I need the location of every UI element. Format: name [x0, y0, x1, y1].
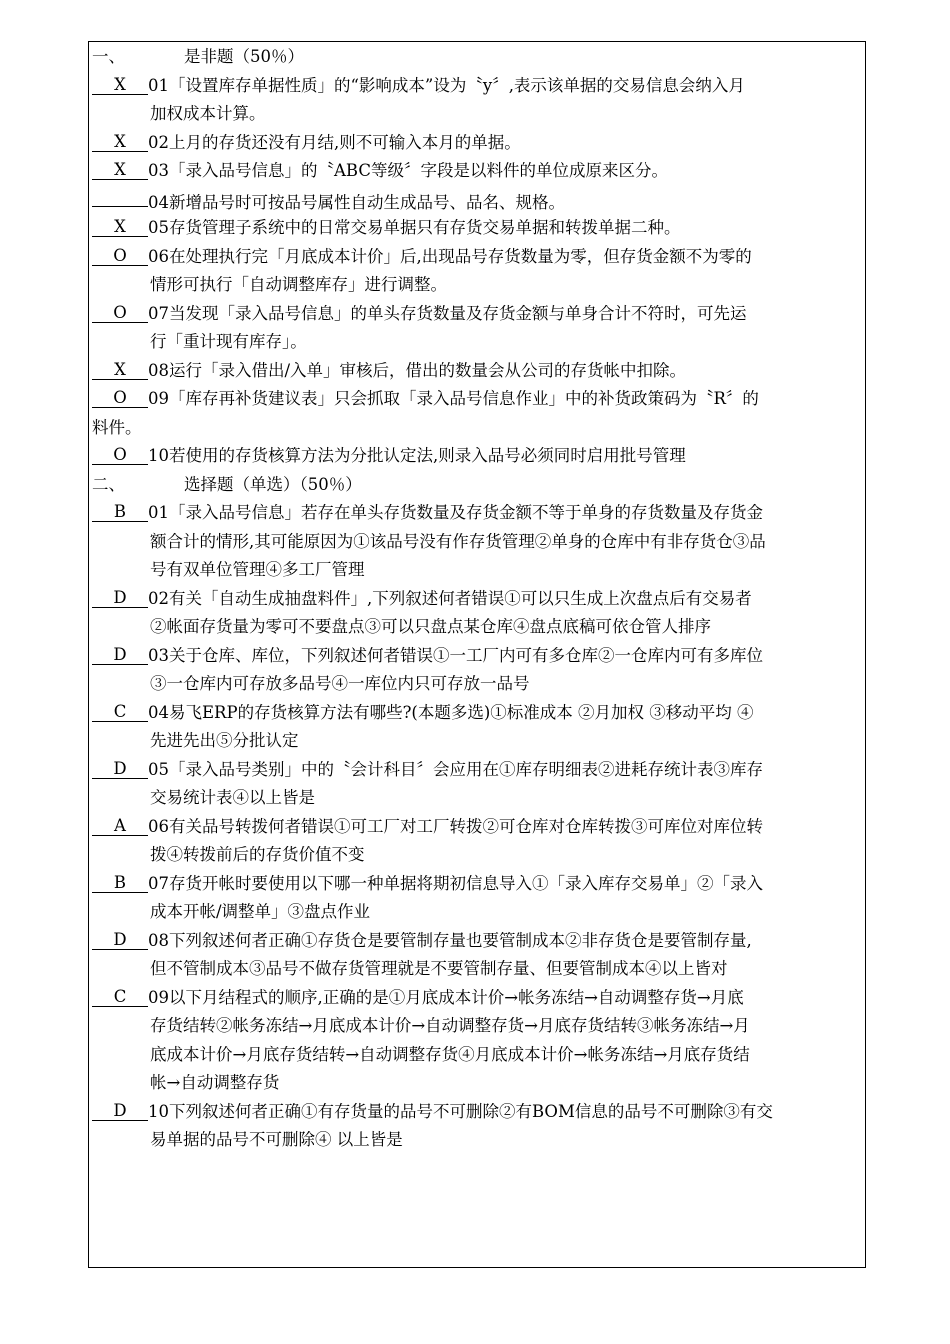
exam-content — [92, 43, 862, 1155]
question-text: 05存货管理子系统中的日常交易单据只有存货交易单据和转拨单据二种。 — [148, 218, 681, 237]
answer-blank: D — [92, 587, 148, 608]
answer-blank: X — [92, 131, 148, 152]
question-continuation-line — [92, 613, 862, 642]
question-item — [92, 499, 862, 585]
question-continuation-line — [92, 100, 862, 129]
question-text: 04新增品号时可按品号属性自动生成品号、品名、规格。 — [148, 192, 565, 212]
question-first-line — [92, 499, 862, 528]
question-text: ②帐面存货量为零可不要盘点③可以只盘点某仓库④盘点底稿可依仓管人排序 — [150, 617, 711, 636]
question-continuation-line — [92, 1126, 862, 1155]
question-text: 但不管制成本③品号不做存货管理就是不要管制存量、但要管制成本④以上皆对 — [150, 959, 728, 978]
question-text: 05「录入品号类别」中的〝会计科目〞会应用在①库存明细表②进耗存统计表③库存 — [148, 759, 763, 779]
answer-blank — [92, 186, 148, 207]
question-first-line — [92, 1098, 862, 1127]
question-first-line — [92, 442, 862, 471]
question-text: 07当发现「录入品号信息」的单头存货数量及存货金额与单身合计不符时，可先运 — [148, 303, 747, 323]
question-continuation-line — [92, 271, 862, 300]
question-text: 存货结转②帐务冻结→月底成本计价→自动调整存货→月底存货结转③帐务冻结→月 — [150, 1016, 750, 1035]
question-continuation-line — [92, 784, 862, 813]
question-item — [92, 984, 862, 1098]
question-first-line — [92, 72, 862, 101]
question-text: 号有双单位管理④多工厂管理 — [150, 560, 365, 579]
question-item — [92, 870, 862, 927]
question-text: 03「录入品号信息」的〝ABC等级〞字段是以料件的单位成原来区分。 — [148, 161, 668, 180]
question-item — [92, 186, 862, 215]
section-number: 二、 — [92, 474, 125, 494]
question-text: 08下列叙述何者正确①存货仓是要管制存量也要管制成本②非存货仓是要管制存量, — [148, 930, 752, 950]
question-text: 交易统计表④以上皆是 — [150, 788, 315, 807]
question-first-line — [92, 756, 862, 785]
question-text: 底成本计价→月底存货结转→自动调整存货④月底成本计价→帐务冻结→月底存货结 — [150, 1044, 750, 1064]
question-first-line — [92, 300, 862, 329]
question-text: 09以下月结程式的顺序,正确的是①月底成本计价→帐务冻结→自动调整存货→月底 — [148, 987, 744, 1007]
question-text: 04易飞ERP的存货核算方法有哪些?(本题多选)①标准成本 ②月加权 ③移动平均 ④ — [148, 702, 754, 722]
question-continuation-line — [92, 1069, 862, 1098]
question-text: 06有关品号转拨何者错误①可工厂对工厂转拨②可仓库对仓库转拨③可库位对库位转 — [148, 816, 763, 836]
question-text: 帐→自动调整存货 — [150, 1073, 280, 1092]
question-text: 02有关「自动生成抽盘料件」,下列叙述何者错误①可以只生成上次盘点后有交易者 — [148, 588, 752, 608]
question-first-line — [92, 243, 862, 272]
question-item — [92, 157, 862, 186]
section-heading — [92, 43, 862, 72]
answer-blank: X — [92, 74, 148, 95]
question-text: 成本开帐/调整单」③盘点作业 — [150, 902, 371, 921]
question-first-line — [92, 129, 862, 158]
question-text: 拨④转拨前后的存货价值不变 — [150, 845, 365, 864]
question-text: 02上月的存货还没有月结,则不可输入本月的单据。 — [148, 132, 521, 152]
question-continuation-line — [92, 898, 862, 927]
question-first-line — [92, 214, 862, 243]
question-item — [92, 927, 862, 984]
answer-blank: O — [92, 245, 148, 266]
question-text: 07存货开帐时要使用以下哪一种单据将期初信息导入①「录入库存交易单」②「录入 — [148, 873, 763, 893]
question-text: 08运行「录入借出/入单」审核后，借出的数量会从公司的存货帐中扣除。 — [148, 360, 687, 380]
answer-blank: D — [92, 758, 148, 779]
answer-blank: B — [92, 872, 148, 893]
answer-blank: B — [92, 501, 148, 522]
question-text: 先进先出⑤分批认定 — [150, 731, 299, 750]
question-text: 行「重计现有库存」。 — [150, 332, 307, 351]
question-first-line — [92, 186, 862, 215]
question-text: 06在处理执行完「月底成本计价」后,出现品号存货数量为零，但存货金额不为零的 — [148, 246, 752, 266]
section-number: 一、 — [92, 47, 125, 66]
question-item — [92, 300, 862, 357]
answer-blank: X — [92, 159, 148, 180]
question-continuation-line — [92, 1041, 862, 1070]
answer-blank: O — [92, 302, 148, 323]
question-first-line — [92, 699, 862, 728]
question-text: 加权成本计算。 — [150, 104, 266, 123]
question-item — [92, 756, 862, 813]
answer-blank: C — [92, 986, 148, 1007]
question-first-line — [92, 585, 862, 614]
question-first-line — [92, 642, 862, 671]
answer-blank: X — [92, 216, 148, 237]
question-item — [92, 214, 862, 243]
answer-blank: A — [92, 815, 148, 836]
question-text: 情形可执行「自动调整库存」进行调整。 — [150, 275, 447, 294]
question-first-line — [92, 385, 862, 414]
question-item — [92, 642, 862, 699]
answer-blank: C — [92, 701, 148, 722]
question-continuation-line — [92, 727, 862, 756]
answer-blank: O — [92, 444, 148, 465]
question-continuation-line — [92, 955, 862, 984]
question-first-line — [92, 927, 862, 956]
question-item — [92, 243, 862, 300]
question-text: ③一仓库内可存放多品号④一库位内只可存放一品号 — [150, 674, 530, 693]
question-continuation-line — [92, 841, 862, 870]
answer-blank: D — [92, 1100, 148, 1121]
section-title: 是非题（50％） — [184, 47, 304, 66]
question-continuation-line — [92, 328, 862, 357]
question-text: 易单据的品号不可删除④ 以上皆是 — [150, 1130, 403, 1149]
question-continuation-line — [92, 556, 862, 585]
question-text: 03关于仓库、库位，下列叙述何者错误①一工厂内可有多仓库②一仓库内可有多库位 — [148, 645, 763, 665]
question-item — [92, 357, 862, 386]
answer-blank: X — [92, 359, 148, 380]
question-text: 料件。 — [92, 417, 142, 437]
question-item — [92, 129, 862, 158]
answer-blank: D — [92, 929, 148, 950]
question-item — [92, 385, 862, 442]
question-item — [92, 813, 862, 870]
question-first-line — [92, 357, 862, 386]
question-text: 01「录入品号信息」若存在单头存货数量及存货金额不等于单身的存货数量及存货金 — [148, 503, 763, 522]
answer-blank: D — [92, 644, 148, 665]
question-item — [92, 585, 862, 642]
section-title: 选择题（单选）（50％） — [184, 474, 362, 494]
question-first-line — [92, 813, 862, 842]
question-item — [92, 699, 862, 756]
question-first-line — [92, 984, 862, 1013]
question-continuation-line — [92, 414, 862, 443]
question-item — [92, 1098, 862, 1155]
question-text: 09「库存再补货建议表」只会抓取「录入品号信息作业」中的补货政策码为〝R〞的 — [148, 389, 759, 408]
question-continuation-line — [92, 528, 862, 557]
question-text: 01「设置库存单据性质」的“影响成本”设为〝y〞,表示该单据的交易信息会纳入月 — [148, 75, 745, 95]
question-text: 10下列叙述何者正确①有存货量的品号不可删除②有BOM信息的品号不可删除③有交 — [148, 1101, 773, 1121]
section-heading — [92, 471, 862, 500]
question-first-line — [92, 870, 862, 899]
question-text: 额合计的情形,其可能原因为①该品号没有作存货管理②单身的仓库中有非存货仓③品 — [150, 531, 766, 551]
question-continuation-line — [92, 670, 862, 699]
answer-blank: O — [92, 387, 148, 408]
question-text: 10若使用的存货核算方法为分批认定法,则录入品号必须同时启用批号管理 — [148, 446, 686, 465]
question-first-line — [92, 157, 862, 186]
question-item — [92, 442, 862, 471]
question-continuation-line — [92, 1012, 862, 1041]
question-item — [92, 72, 862, 129]
